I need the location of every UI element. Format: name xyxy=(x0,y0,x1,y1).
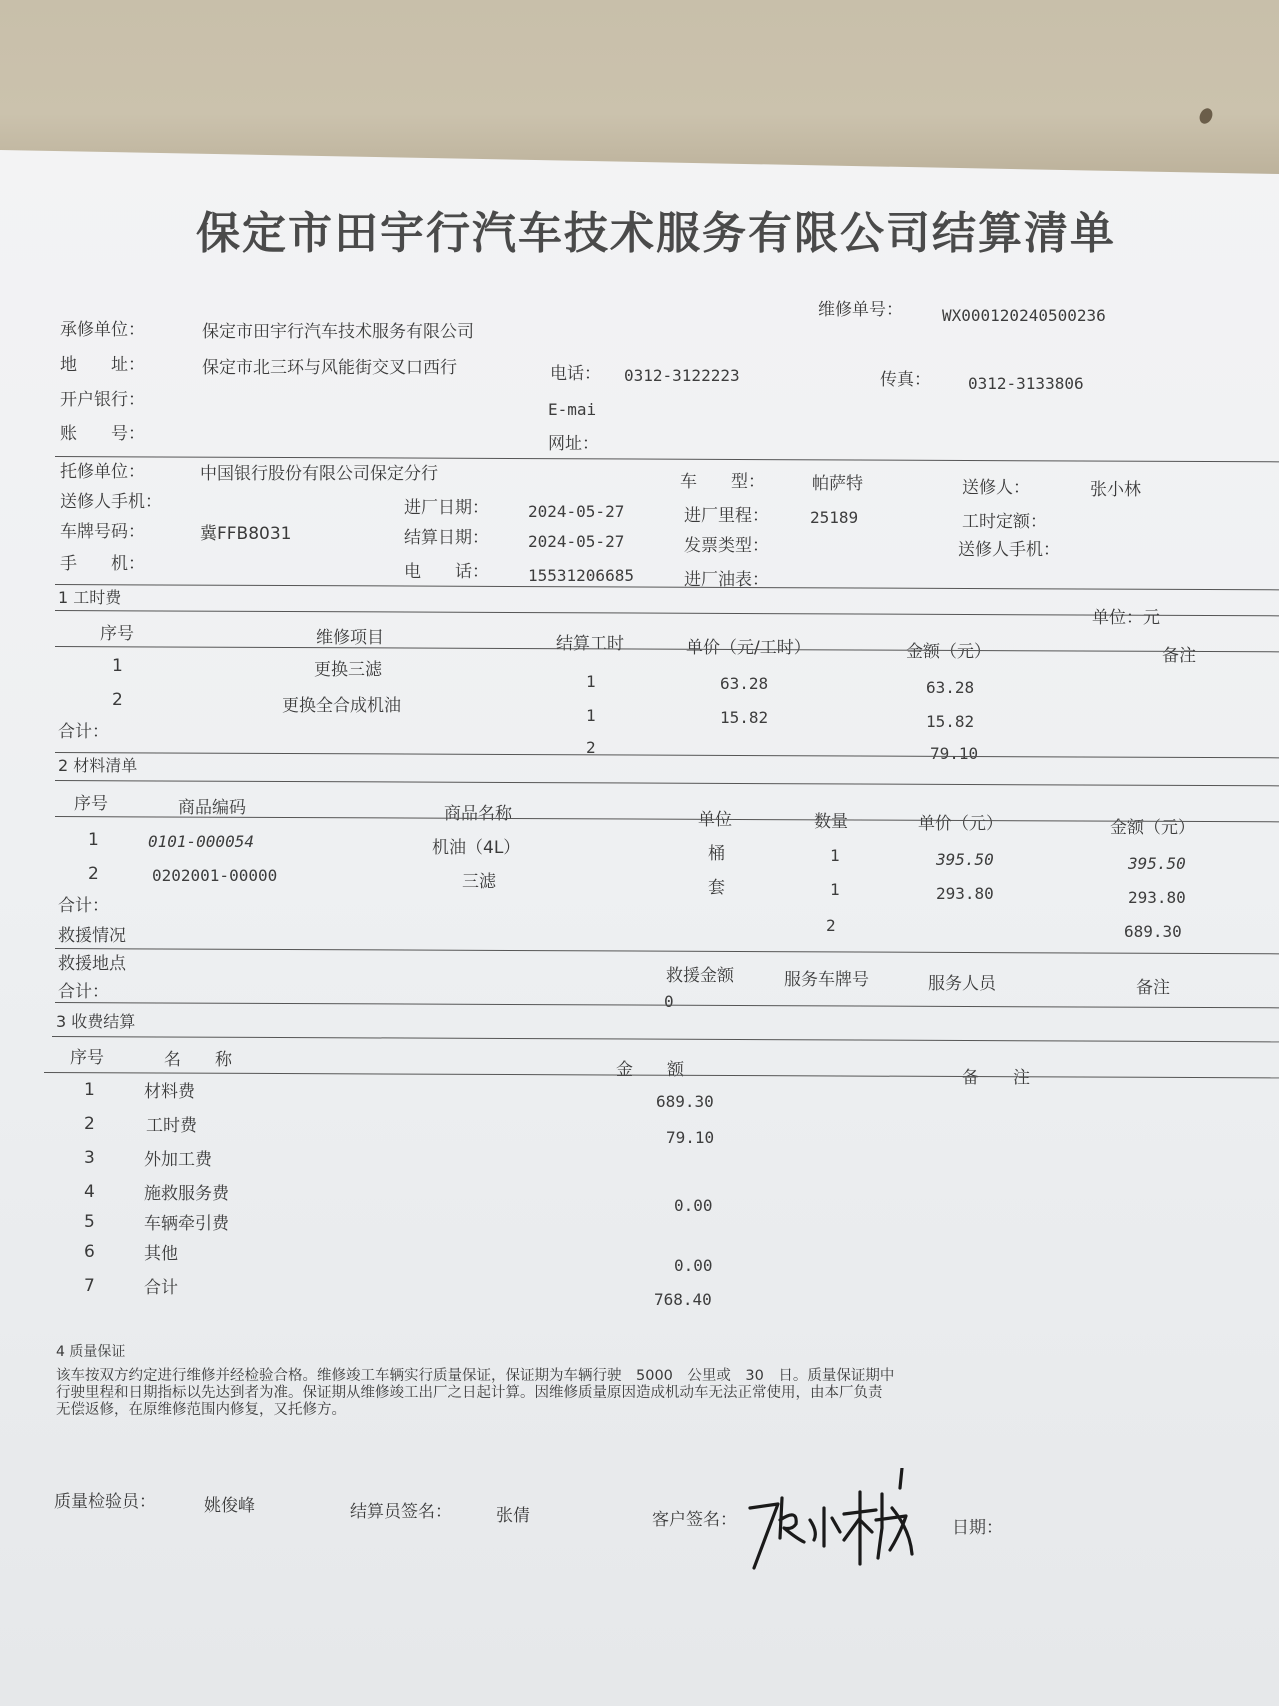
labor-row-no: 1 xyxy=(112,656,123,676)
settlement-row-name: 车辆牵引费 xyxy=(144,1214,229,1234)
quality-section-title: 4 质量保证 xyxy=(56,1344,126,1360)
website-label: 网址： xyxy=(548,434,599,454)
date-label: 日期： xyxy=(952,1518,1003,1538)
rescue-situation-label: 救援情况 xyxy=(58,926,126,946)
sender-label: 送修人： xyxy=(962,478,1030,498)
settlement-row-amount: 768.40 xyxy=(654,1290,712,1309)
rescue-amount: 0 xyxy=(664,992,674,1011)
settlement-header-remark: 备 注 xyxy=(962,1068,1030,1088)
settlement-row-amount: 0.00 xyxy=(674,1196,713,1215)
settlement-row-no: 2 xyxy=(84,1114,95,1134)
materials-row-price: 395.50 xyxy=(936,850,994,869)
labor-header-no: 序号 xyxy=(100,624,134,644)
materials-row-amount: 293.80 xyxy=(1128,888,1186,907)
clerk-label: 结算员签名： xyxy=(350,1502,452,1522)
unit-value: 保定市田宇行汽车技术服务有限公司 xyxy=(202,322,474,342)
mobile-label: 手 机： xyxy=(60,554,145,574)
model-value: 帕萨特 xyxy=(812,474,863,494)
settle-date-value: 2024-05-27 xyxy=(528,532,625,551)
materials-header-no: 序号 xyxy=(74,794,108,814)
client-unit-label: 托修单位： xyxy=(60,462,145,482)
labor-header-price: 单价（元/工时） xyxy=(686,638,811,658)
customer-signature xyxy=(740,1468,940,1578)
rescue-header-remark: 备注 xyxy=(1136,978,1170,998)
labor-row-price: 15.82 xyxy=(720,708,769,727)
sender-value: 张小林 xyxy=(1090,480,1141,500)
materials-row-name: 机油（4L） xyxy=(432,838,521,858)
settlement-row-no: 5 xyxy=(84,1212,95,1232)
labor-quota-label: 工时定额： xyxy=(962,512,1047,532)
labor-row-no: 2 xyxy=(112,690,123,710)
plate-value: 冀FFB8031 xyxy=(200,524,292,544)
labor-row-amount: 63.28 xyxy=(926,678,975,697)
clerk-name: 张倩 xyxy=(496,1506,530,1526)
labor-unit: 单位：元 xyxy=(1092,608,1160,628)
document-title: 保定市田宇行汽车技术服务有限公司结算清单 xyxy=(196,208,1116,259)
quality-text-line-3: 无偿返修，在原维修范围内修复，又托修方。 xyxy=(56,1402,346,1418)
settlement-row-no: 6 xyxy=(84,1242,95,1262)
materials-header-amount: 金额（元） xyxy=(1110,818,1195,838)
materials-row-qty: 1 xyxy=(830,846,840,865)
rescue-location-label: 救援地点 xyxy=(58,954,126,974)
settlement-section-title: 3 收费结算 xyxy=(56,1012,136,1031)
client-unit-value: 中国银行股份有限公司保定分行 xyxy=(200,464,438,484)
labor-row-item: 更换全合成机油 xyxy=(282,696,401,716)
repair-no: WX000120240500236 xyxy=(942,306,1106,325)
rescue-total-label: 合计： xyxy=(58,982,109,1002)
phone-label: 电话： xyxy=(550,364,601,384)
labor-header-remark: 备注 xyxy=(1162,646,1196,666)
settlement-row-name: 施救服务费 xyxy=(144,1184,229,1204)
settlement-row-name: 工时费 xyxy=(146,1116,197,1136)
tel-label: 电 话： xyxy=(404,562,489,582)
labor-row-price: 63.28 xyxy=(720,674,769,693)
materials-total-label: 合计： xyxy=(58,896,109,916)
in-date-label: 进厂日期： xyxy=(404,498,489,518)
inspector-name: 姚俊峰 xyxy=(204,1496,255,1516)
materials-total-amount: 689.30 xyxy=(1124,922,1182,941)
address-label: 地 址： xyxy=(60,355,145,375)
settlement-header-amount: 金 额 xyxy=(616,1060,684,1080)
materials-header-qty: 数量 xyxy=(814,812,848,832)
labor-total-label: 合计： xyxy=(58,722,109,742)
materials-header-price: 单价（元） xyxy=(918,814,1003,834)
settle-date-label: 结算日期： xyxy=(404,528,489,548)
materials-row-name: 三滤 xyxy=(462,872,496,892)
mileage-label: 进厂里程： xyxy=(684,506,769,526)
labor-row-hours: 1 xyxy=(586,672,596,691)
inspector-label: 质量检验员： xyxy=(54,1492,156,1512)
fax-value: 0312-3133806 xyxy=(968,374,1084,393)
labor-header-item: 维修项目 xyxy=(316,628,384,648)
fax-label: 传真： xyxy=(880,370,931,390)
settlement-row-no: 3 xyxy=(84,1148,95,1168)
unit-label: 承修单位： xyxy=(60,320,145,340)
materials-row-code: 0202001-00000 xyxy=(152,866,278,885)
materials-row-code: 0101-000054 xyxy=(148,832,254,851)
materials-row-amount: 395.50 xyxy=(1128,854,1186,873)
account-label: 账 号： xyxy=(60,424,145,444)
materials-row-unit: 套 xyxy=(708,878,725,898)
settlement-row-no: 4 xyxy=(84,1182,95,1202)
quality-text-line-2: 行驶里程和日期指标以先达到者为准。保证期从维修竣工出厂之日起计算。因维修质量原因造成机动车无法正常使用，由本厂负责 xyxy=(56,1385,883,1401)
materials-header-name: 商品名称 xyxy=(444,804,512,824)
plate-label: 车牌号码： xyxy=(60,522,145,542)
settlement-row-amount: 79.10 xyxy=(666,1128,715,1147)
bank-label: 开户银行： xyxy=(60,390,145,410)
labor-section-title: 1 工时费 xyxy=(58,588,122,607)
settlement-header-name: 名 称 xyxy=(164,1050,232,1070)
labor-row-amount: 15.82 xyxy=(926,712,975,731)
labor-row-item: 更换三滤 xyxy=(314,660,382,680)
materials-header-code: 商品编码 xyxy=(178,798,246,818)
settlement-row-amount: 0.00 xyxy=(674,1256,713,1275)
settlement-row-no: 7 xyxy=(84,1276,95,1296)
materials-header-unit: 单位 xyxy=(698,810,732,830)
address-value: 保定市北三环与风能街交叉口西行 xyxy=(202,358,457,378)
mileage-value: 25189 xyxy=(810,508,859,527)
customer-sign-label: 客户签名： xyxy=(652,1510,737,1530)
phone-value: 0312-3122223 xyxy=(624,366,740,385)
settlement-row-name: 其他 xyxy=(144,1244,178,1264)
email-label: E-mai xyxy=(548,400,597,419)
invoice-label: 发票类型： xyxy=(684,536,769,556)
settlement-row-name: 合计 xyxy=(144,1278,178,1298)
labor-header-amount: 金额（元） xyxy=(906,642,991,662)
settlement-header-no: 序号 xyxy=(70,1048,104,1068)
materials-total-qty: 2 xyxy=(826,916,836,935)
repair-no-label: 维修单号： xyxy=(818,300,903,320)
fuel-label: 进厂油表： xyxy=(684,570,769,590)
materials-section-title: 2 材料清单 xyxy=(58,756,138,775)
quality-text-line-1: 该车按双方约定进行维修并经检验合格。维修竣工车辆实行质量保证，保证期为车辆行驶 5000 公里或 30 日。质量保证期中 xyxy=(56,1368,895,1384)
settlement-row-name: 外加工费 xyxy=(144,1150,212,1170)
rescue-header-amount: 救援金额 xyxy=(666,966,734,986)
settlement-row-amount: 689.30 xyxy=(656,1092,714,1111)
labor-total-hours: 2 xyxy=(586,738,596,757)
tel-value: 15531206685 xyxy=(528,566,634,585)
settlement-row-no: 1 xyxy=(84,1080,95,1100)
settlement-row-name: 材料费 xyxy=(144,1082,195,1102)
sender-mobile2-label: 送修人手机： xyxy=(958,540,1060,560)
materials-row-qty: 1 xyxy=(830,880,840,899)
materials-row-no: 2 xyxy=(88,864,99,884)
rescue-header-staff: 服务人员 xyxy=(928,974,996,994)
rescue-header-plate: 服务车牌号 xyxy=(784,970,869,990)
materials-row-unit: 桶 xyxy=(708,844,725,864)
labor-row-hours: 1 xyxy=(586,706,596,725)
materials-row-price: 293.80 xyxy=(936,884,994,903)
materials-row-no: 1 xyxy=(88,830,99,850)
in-date-value: 2024-05-27 xyxy=(528,502,625,521)
labor-total-amount: 79.10 xyxy=(930,744,979,763)
model-label: 车 型： xyxy=(680,472,765,492)
sender-mobile-label: 送修人手机： xyxy=(60,492,162,512)
labor-header-hours: 结算工时 xyxy=(556,634,624,654)
